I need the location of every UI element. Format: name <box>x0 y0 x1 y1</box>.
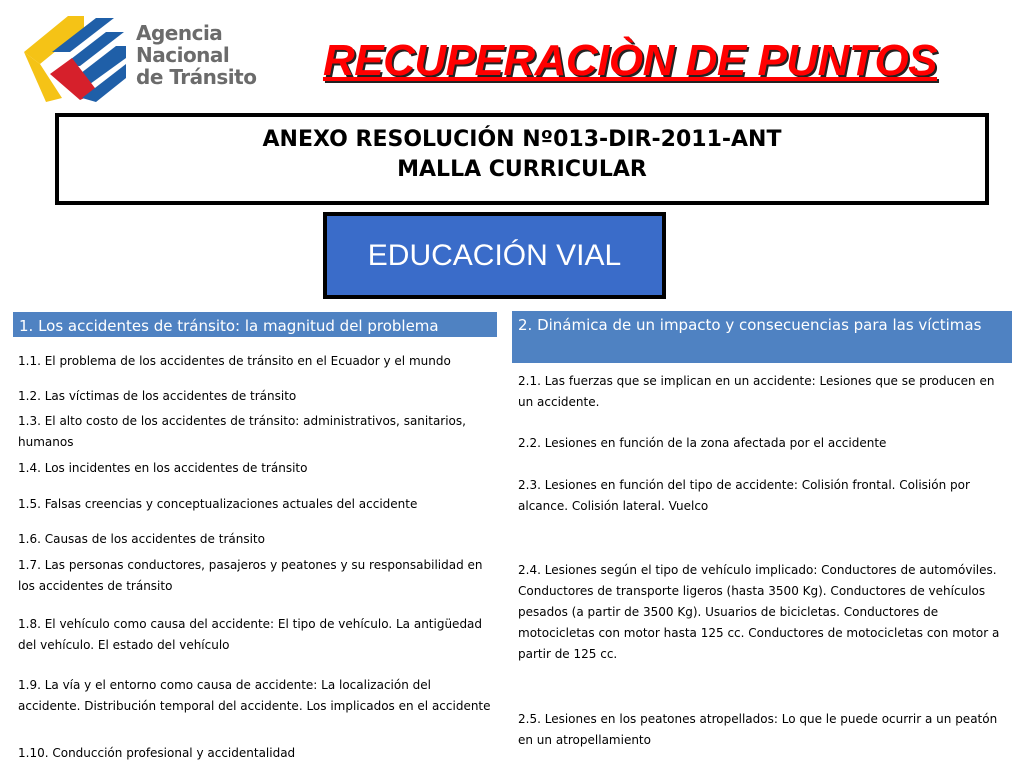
list-item: 2.3. Lesiones en función del tipo de accidente: Colisión frontal. Colisión por alcance. Colisión lateral. Vuelco <box>518 478 970 513</box>
list-item: 1.7. Las personas conductores, pasajeros y peatones y su responsabilidad en los accidentes de tránsito <box>18 558 483 593</box>
left-column-header: 1. Los accidentes de tránsito: la magnitud del problema <box>12 311 498 338</box>
right-column <box>512 311 1012 747</box>
list-item: 1.4. Los incidentes en los accidentes de tránsito <box>18 461 308 475</box>
agency-name-line2: Nacional <box>136 43 230 67</box>
agency-name <box>136 22 256 88</box>
list-item: 1.9. La vía y el entorno como causa de accidente: La localización del accidente. Distribución temporal del accidente. Los implicados en el accidente <box>18 678 491 713</box>
list-item: 1.5. Falsas creencias y conceptualizaciones actuales del accidente <box>18 497 418 511</box>
list-item: 1.1. El problema de los accidentes de tránsito en el Ecuador y el mundo <box>18 354 451 368</box>
list-item: 2.1. Las fuerzas que se implican en un accidente: Lesiones que se producen en un accidente. <box>518 374 995 409</box>
right-column-header: 2. Dinámica de un impacto y consecuencias para las víctimas <box>512 311 1012 363</box>
annex-line2: MALLA CURRICULAR <box>397 157 647 182</box>
agency-name-line3: de Tránsito <box>136 65 257 89</box>
list-item: 1.8. El vehículo como causa del accidente: El tipo de vehículo. La antigüedad del vehículo. El estado del vehículo <box>18 617 483 652</box>
list-item: 1.2. Las víctimas de los accidentes de tránsito <box>18 389 297 403</box>
agency-name-line1: Agencia <box>136 21 223 45</box>
left-column <box>12 311 498 760</box>
section-label-box <box>323 212 666 299</box>
annex-box <box>55 113 989 205</box>
list-item: 2.2. Lesiones en función de la zona afectada por el accidente <box>518 436 887 450</box>
list-item: 1.3. El alto costo de los accidentes de tránsito: administrativos, sanitarios, humanos <box>18 414 466 449</box>
list-item: 2.5. Lesiones en los peatones atropellados: Lo que le puede ocurrir a un peatón en un atropellamiento <box>518 712 998 747</box>
section-label: EDUCACIÓN VIAL <box>327 216 662 295</box>
list-item: 1.10. Conducción profesional y accidentalidad <box>18 746 296 760</box>
list-item: 1.6. Causas de los accidentes de tránsito <box>18 532 265 546</box>
page-title: RECUPERACIÒN DE PUNTOS <box>322 36 938 85</box>
list-item: 2.4. Lesiones según el tipo de vehículo implicado: Conductores de automóviles. Conductores de transporte ligeros (hasta 3500 Kg). Conductores de vehículos pesados (a partir de 3500 Kg). Usuarios de bicicletas. Conductores de motocicletas con motor hasta 125 cc. Conductores de motocicletas con motor a partir de 125 cc. <box>518 563 1000 661</box>
agency-emblem-icon <box>22 12 128 104</box>
annex-line1: ANEXO RESOLUCIÓN Nº013-DIR-2011-ANT <box>262 127 782 152</box>
agency-logo <box>22 12 257 104</box>
